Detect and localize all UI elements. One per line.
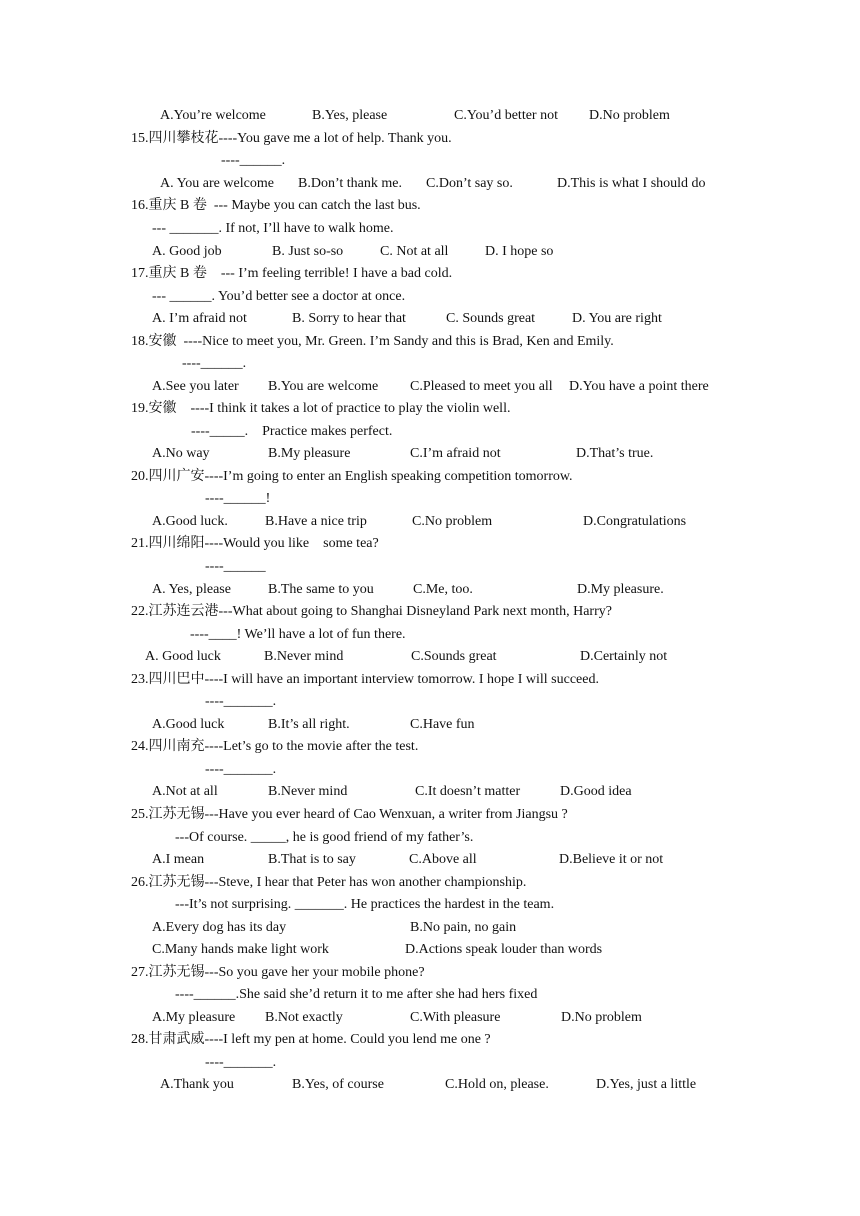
answer-blank: ----____! We’ll have a lot of fun there. xyxy=(190,627,406,642)
option-a: A.I mean xyxy=(152,852,205,867)
answer-blank: --- _______. If not, I’ll have to walk home. xyxy=(152,221,394,236)
option-b: B.That is to say xyxy=(268,852,356,867)
option-d: D.Certainly not xyxy=(580,649,668,664)
question-26: 26.江苏无锡---Steve, I hear that Peter has won another championship. xyxy=(131,875,527,890)
option-b: B.You are welcome xyxy=(268,379,379,394)
answer-line: ---Of course. _____, he is good friend of my father’s. xyxy=(175,830,474,845)
question-17: 17.重庆 B 卷 --- I’m feeling terrible! I have a bad cold. xyxy=(131,266,453,281)
question-25: 25.江苏无锡---Have you ever heard of Cao Wenxuan, a writer from Jiangsu ? xyxy=(131,807,568,822)
option-b: B.Not exactly xyxy=(265,1010,343,1025)
option-c: C.Have fun xyxy=(410,717,475,732)
option-b: B.It’s all right. xyxy=(268,717,350,732)
question-16: 16.重庆 B 卷 --- Maybe you can catch the last bus. xyxy=(131,198,421,213)
option-b: B.No pain, no gain xyxy=(410,920,517,935)
option-d: D.You have a point there xyxy=(569,379,709,394)
option-c: C.I’m afraid not xyxy=(410,446,501,461)
answer-blank: ----_____. Practice makes perfect. xyxy=(191,424,393,439)
answer-blank: --- ______. You’d better see a doctor at once. xyxy=(152,289,406,304)
option-b: B.Yes, please xyxy=(312,108,388,123)
option-c: C.Pleased to meet you all xyxy=(410,379,553,394)
option-c: C.Many hands make light work xyxy=(152,942,329,957)
option-b: B.Don’t thank me. xyxy=(298,176,402,191)
question-18: 18.安徽 ----Nice to meet you, Mr. Green. I’m Sandy and this is Brad, Ken and Emily. xyxy=(131,334,614,349)
option-a: A. I’m afraid not xyxy=(152,311,247,326)
option-a: A. Good luck xyxy=(145,649,221,664)
option-d: D.This is what I should do xyxy=(557,176,706,191)
answer-blank: ----______! xyxy=(205,491,271,506)
option-d: D.My pleasure. xyxy=(577,582,664,597)
question-24: 24.四川南充----Let’s go to the movie after the test. xyxy=(131,739,419,754)
option-d: D. I hope so xyxy=(485,244,554,259)
answer-blank: ----______. xyxy=(221,153,286,168)
option-a: A. Good job xyxy=(152,244,222,259)
option-a: A.See you later xyxy=(152,379,239,394)
option-b: B.Never mind xyxy=(268,784,348,799)
option-c: C.It doesn’t matter xyxy=(415,784,521,799)
option-d: D.No problem xyxy=(589,108,670,123)
option-d: D.Actions speak louder than words xyxy=(405,942,603,957)
option-d: D. You are right xyxy=(572,311,662,326)
question-23: 23.四川巴中----I will have an important interview tomorrow. I hope I will succeed. xyxy=(131,672,599,687)
option-c: C.Sounds great xyxy=(411,649,497,664)
option-c: C. Not at all xyxy=(380,244,449,259)
answer-blank: ----_______. xyxy=(205,1055,277,1070)
question-19: 19.安徽 ----I think it takes a lot of practice to play the violin well. xyxy=(131,401,511,416)
option-a: A.You’re welcome xyxy=(160,108,266,123)
option-b: B. Just so-so xyxy=(272,244,344,259)
option-d: D.Congratulations xyxy=(583,514,687,529)
option-d: D.That’s true. xyxy=(576,446,654,461)
option-c: C.No problem xyxy=(412,514,493,529)
option-a: A.No way xyxy=(152,446,210,461)
question-28: 28.甘肃武威----I left my pen at home. Could you lend me one ? xyxy=(131,1032,491,1047)
answer-blank: ----______ xyxy=(205,559,266,574)
option-d: D.Believe it or not xyxy=(559,852,664,867)
option-c: C.Don’t say so. xyxy=(426,176,513,191)
option-b: B.Have a nice trip xyxy=(265,514,367,529)
option-b: B.My pleasure xyxy=(268,446,351,461)
option-b: B.Yes, of course xyxy=(292,1077,384,1092)
answer-blank: ----_______. xyxy=(205,694,277,709)
option-b: B.Never mind xyxy=(264,649,344,664)
option-c: C.Hold on, please. xyxy=(445,1077,549,1092)
option-a: A.Good luck. xyxy=(152,514,228,529)
option-d: D.Yes, just a little xyxy=(596,1077,697,1092)
answer-blank: ----______. xyxy=(182,356,247,371)
option-c: C.With pleasure xyxy=(410,1010,501,1025)
question-20: 20.四川广安----I’m going to enter an English speaking competition tomorrow. xyxy=(131,469,573,484)
answer-line: ---It’s not surprising. _______. He practices the hardest in the team. xyxy=(175,897,555,912)
question-15: 15.四川攀枝花----You gave me a lot of help. Thank you. xyxy=(131,131,452,146)
option-b: B. Sorry to hear that xyxy=(292,311,406,326)
option-c: C.You’d better not xyxy=(454,108,558,123)
answer-blank: ----_______. xyxy=(205,762,277,777)
option-b: B.The same to you xyxy=(268,582,374,597)
option-c: C.Me, too. xyxy=(413,582,473,597)
option-a: A. You are welcome xyxy=(160,176,274,191)
option-a: A.Not at all xyxy=(152,784,218,799)
question-21: 21.四川绵阳----Would you like some tea? xyxy=(131,536,379,551)
option-a: A.Thank you xyxy=(160,1077,234,1092)
option-a: A.Good luck xyxy=(152,717,225,732)
option-a: A.Every dog has its day xyxy=(152,920,287,935)
answer-line: ----______.She said she’d return it to me after she had hers fixed xyxy=(175,987,538,1002)
option-d: D.Good idea xyxy=(560,784,632,799)
option-d: D.No problem xyxy=(561,1010,642,1025)
option-c: C.Above all xyxy=(409,852,477,867)
question-27: 27.江苏无锡---So you gave her your mobile phone? xyxy=(131,965,425,980)
question-22: 22.江苏连云港---What about going to Shanghai Disneyland Park next month, Harry? xyxy=(131,604,612,619)
option-c: C. Sounds great xyxy=(446,311,536,326)
option-a: A. Yes, please xyxy=(152,582,231,597)
option-a: A.My pleasure xyxy=(152,1010,236,1025)
